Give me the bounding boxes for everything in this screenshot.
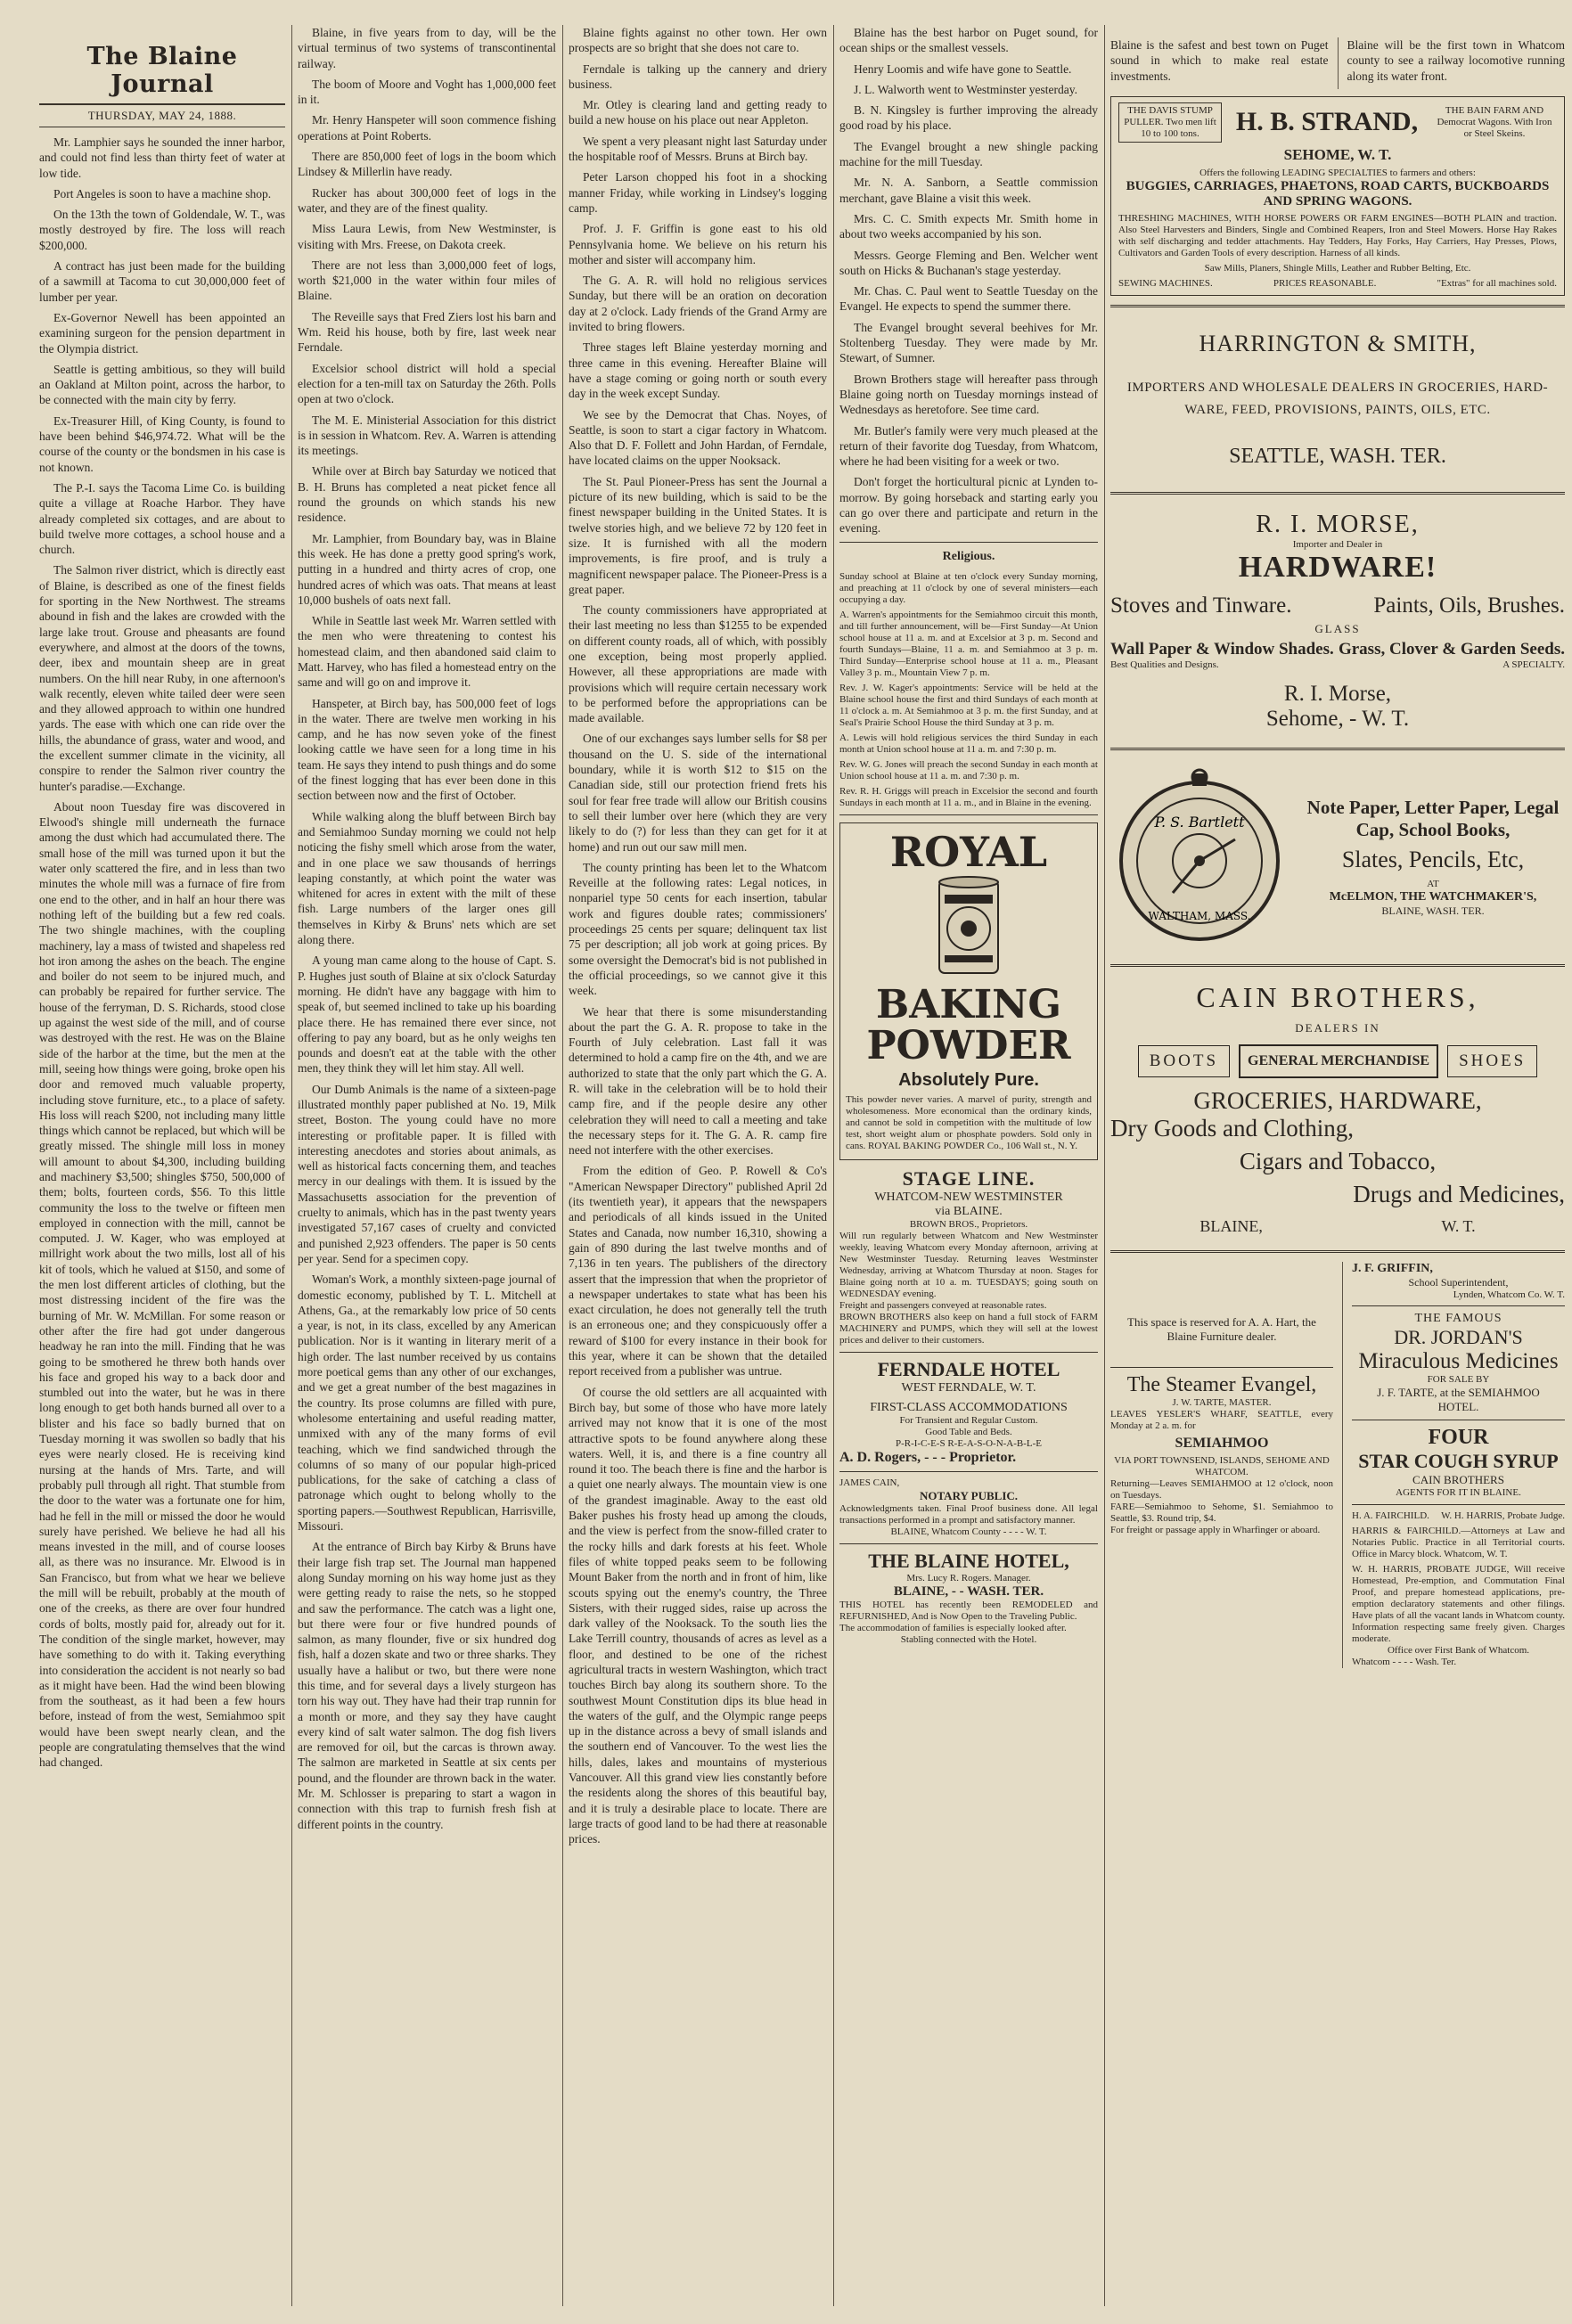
news-item: Our Dumb Animals is the name of a sixteen-page illustrated monthly paper published at No. 19, Milk street, Boston. The young could have no more interesting or profitable paper. It is filled with interesting anecdotes and stories about animals, as well as historical facts concerning them, and teaches mercy in our dealings with them. It is issued by the Massachusetts association for the prevention of cruelty to animals, which has in the past twenty years investigated 57,167 cases of cruelty and convicted and punished 2,923 offenders. The paper is 50 cents per year. Send for a specimen copy. <box>298 1082 556 1265</box>
column-4-articles <box>839 25 1098 536</box>
royal-body: This powder never varies. A marvel of purity, strength and wholesomeness. More economical than the ordinary kinds, and cannot be sold in competition with the multitude of low test, short weight alum or phosphate powders. Sold only in cans. ROYAL BAKING POWDER Co., 106 Wall st., N. Y. <box>846 1093 1092 1151</box>
column-1-articles <box>39 135 285 1771</box>
news-item: Mr. Lamphier, from Boundary bay, was in Blaine this week. He has done a pretty good spring's work, putting in a hundred and thirty acres of crop, one hundred acres of which was oats. That means at least 10,000 bushels of oats next fall. <box>298 531 556 607</box>
news-item: J. L. Walworth went to Westminster yesterday. <box>854 82 1078 96</box>
notary-body: Acknowledgments taken. Final Proof business done. All legal transactions performed in a prompt and satisfactory manner. <box>839 1502 1098 1526</box>
stage-route: WHATCOM-NEW WESTMINSTER <box>874 1190 1063 1204</box>
blaine-hotel-foot: Stabling connected with the Hotel. <box>900 1633 1037 1645</box>
morse-wall: Wall Paper & Window Shades. <box>1110 639 1334 659</box>
royal-line1: ROYAL <box>889 827 1048 876</box>
stage-title: STAGE LINE. <box>902 1166 1036 1190</box>
news-item: The Salmon river district, which is directly east of Blaine, is described as one of the finest fields for sporting in the New Northwest. The streams abound in fish and the lakes are crowded with the large lake trout. Grouse and pheasants are found everywhere, and almost at the doors of the towns, deer, ibex and mountain sheep are in great numbers. On the hill near Ruby, in one afternoon's walk recently, eleven white tailed deer were seen and they allowed approach to within one hundred yards. The ease with which one can ride over the hills, the abundance of grass, water and wood, and the excellent summer climate in the vicinity, all conspire to render the Salmon river country the hunter's paradise.—Exchange. <box>39 563 285 793</box>
news-item: Blaine fights against no other town. Her own prospects are so bright that she does not care to. <box>569 26 827 55</box>
strand-prices: PRICES REASONABLE. <box>1273 277 1377 289</box>
royal-line2: BAKING <box>876 981 1061 1027</box>
bottom-divider <box>1342 1262 1343 1668</box>
column-1 <box>39 25 285 2306</box>
fairchild-right: W. H. HARRIS, Probate Judge. <box>1441 1510 1565 1521</box>
dateline: THURSDAY, MAY 24, 1888. <box>39 103 285 127</box>
news-item: We hear that there is some misunderstanding about the part the G. A. R. propose to take in the Fourth of July celebration. Last fall it was determined to hold a camp fire on the 4th, and we are authorized to state that the only part which the G. A. R. will take in the celebration will be to hold their camp fire, and if the people desire any other celebration they will need to call a meeting and take the necessary steps for it. The G. A. R. camp fire need not interfere with the other exercises. <box>569 1004 827 1158</box>
news-item: The Reveille says that Fred Ziers lost his barn and Wm. Reid his house, both by fire, last week near Ferndale. <box>298 309 556 355</box>
cain-bros-line2: Dry Goods and Clothing, <box>1110 1114 1354 1142</box>
news-item: The St. Paul Pioneer-Press has sent the Journal a picture of its new building, which is said to be the finest newspaper building in the United States. It is twelve stories high, and we believe 72 by 120 feet in size. It is furnished with all the modern improvements, is fire proof, and is truly a magnificent newspaper palace. The Pioneer-Press is a great paper. <box>569 474 827 596</box>
news-item: From the edition of Geo. P. Rowell & Co's "American Newspaper Directory" published April 2d (its twentieth year), it appears that the newspapers and periodicals of all kinds issued in the United States and Canada, now number 16,310, showing a gain of 890 during the last twelve months and of 7,136 in ten years. The publishers of the directory assert that the impression that when the proprietor of a newspaper undertakes to state what has been his exact circulation, he does not generally tell the truth is an erroneous one; and they conspicuously offer a reward of $100 for every instance in their book for this year, where it can be shown that the detailed report received from a publisher was untrue. <box>569 1164 827 1379</box>
harrington-line2: WARE, FEED, PROVISIONS, PAINTS, OILS, ETC. <box>1184 402 1491 417</box>
cain-bros-place-left: BLAINE, <box>1199 1216 1263 1235</box>
strand-ad <box>1110 96 1565 296</box>
news-item: Port Angeles is soon to have a machine shop. <box>53 186 272 200</box>
harrington-smith-ad <box>1110 316 1565 483</box>
column-rule <box>291 25 292 2306</box>
watch-bottom: WALTHAM, MASS. <box>1148 909 1251 922</box>
griffin-title: School Superintendent, <box>1408 1275 1509 1289</box>
bottom-ads <box>1110 1262 1565 1668</box>
strand-line2: AND SPRING WAGONS. <box>1263 193 1412 209</box>
royal-line3: POWDER <box>866 1022 1071 1068</box>
bottom-right-ads <box>1352 1262 1565 1668</box>
news-item: Peter Larson chopped his foot in a shocking manner Friday, while working in Lindsey's logging camp. <box>569 170 827 215</box>
mcelmon-line2: Cap, School Books, <box>1355 818 1511 840</box>
morse-glass: GLASS <box>1314 621 1361 635</box>
news-item: Mr. Butler's family were very much pleased at the return of their favorite dog Tuesday, from Whatcom, where he had been visiting for a week or two. <box>839 423 1098 469</box>
strand-sewing: SEWING MACHINES. <box>1118 277 1213 289</box>
news-item: Seattle is getting ambitious, so they will build an Oakland at Milton point, across the harbor, to be connected with the main city by ferry. <box>39 362 285 407</box>
griffin-card <box>1352 1262 1565 1300</box>
fairchild-body2: W. H. HARRIS, PROBATE JUDGE, Will receive Homestead, Pre-emption, and Commutation Final Proof, and prepare homestead applications, pre-emption declaratory statements and other filings. Have plats of all the vacant lands in Whatcom county. Information respecting same freely given. Charges moderate. <box>1352 1563 1565 1644</box>
syrup-line3: CAIN BROTHERS <box>1412 1472 1504 1486</box>
news-item: Rev. J. W. Kager's appointments: Service will be held at the Blaine school house the first and third Sundays of each month at 11 o'clock a. m. At Semiahmoo at 3 p. m. the first Sunday, and at Seal's Prairie School House the third Sunday at 3 p. m. <box>839 682 1098 728</box>
steamer-leaves: LEAVES YESLER'S WHARF, SEATTLE, every Monday at 2 a. m. for <box>1110 1408 1333 1431</box>
morse-stoves: Stoves and Tinware. <box>1110 593 1292 618</box>
cough-syrup-ad <box>1352 1426 1565 1499</box>
news-item: While in Seattle last week Mr. Warren settled with the men who were threatening to contest his homestead claim, and then abandoned said claim to Matt. Harvey, who has filed a homestead entry on the same and will go on and improve it. <box>298 614 556 690</box>
stage-note: Freight and passengers conveyed at reasonable rates. <box>839 1299 1047 1311</box>
news-item: Ex-Governor Newell has been appointed an examining surgeon for the pension department in the Olympia district. <box>39 310 285 356</box>
column-5-ads <box>1110 25 1565 2306</box>
news-item: Hanspeter, at Birch bay, has 500,000 feet of logs in the water. There are twelve men working in his camp, and he has now seven yoke of the finest looking cattle we have seen for a long time in his team. He says they intend to push things and do some of the finest logging that has ever been done in this section between now and the first of October. <box>298 696 556 803</box>
blaine-hotel-place: BLAINE, - - WASH. TER. <box>893 1583 1044 1599</box>
news-item: B. N. Kingsley is further improving the already good road by his place. <box>839 103 1098 133</box>
jordan-ad <box>1352 1312 1565 1414</box>
blaine-hotel-body2: The accommodation of families is especially looked after. <box>839 1622 1067 1633</box>
news-item: Sunday school at Blaine at ten o'clock every Sunday morning, and preaching at 11 o'clock by one of several ministers—each occupying a day. <box>839 570 1098 605</box>
cain-bros-place-right: W. T. <box>1441 1216 1476 1235</box>
notice-divider <box>1338 37 1339 89</box>
cain-bros-shoes: SHOES <box>1447 1045 1537 1077</box>
cain-brothers-ad <box>1110 976 1565 1241</box>
watch-label: P. S. Bartlett <box>1154 813 1245 831</box>
masthead-title: The Blaine Journal <box>86 43 238 98</box>
royal-tagline: Absolutely Pure. <box>898 1069 1039 1090</box>
top-notice-left: Blaine is the safest and best town on Puget sound in which to make real estate investments. <box>1110 38 1329 83</box>
steamer-fare: FARE—Semiahmoo to Sehome, $1. Semiahmoo to Seattle, $3. Round trip, $4. <box>1110 1501 1333 1524</box>
news-item: Three stages left Blaine yesterday morning and three came in this evening. Hereafter Blaine will have a stage coming or going north or south every day in the week except Sunday. <box>569 340 827 401</box>
strand-saw: Saw Mills, Planers, Shingle Mills, Leather and Rubber Belting, Etc. <box>1204 262 1471 274</box>
harrington-place: SEATTLE, WASH. TER. <box>1229 444 1446 468</box>
strand-small-right: THE BAIN FARM AND Democrat Wagons. With Iron or Steel Skeins. <box>1437 104 1552 139</box>
mcelmon-at: AT <box>1427 878 1439 889</box>
strand-name: H. B. STRAND, <box>1235 107 1419 137</box>
news-item: The Evangel brought a new shingle packing machine for the mill Tuesday. <box>839 139 1098 169</box>
morse-paints: Paints, Oils, Brushes. <box>1373 593 1565 618</box>
morse-best: Best Qualities and Designs. <box>1110 659 1219 670</box>
syrup-line1: FOUR <box>1428 1425 1489 1449</box>
news-item: Messrs. George Fleming and Ben. Welcher went south on Hicks & Buchanan's stage yesterday. <box>839 248 1098 277</box>
fairchild-office: Office over First Bank of Whatcom. <box>1387 1644 1530 1656</box>
news-item: One of our exchanges says lumber sells for $8 per thousand on the U. S. side of the international boundary, while it is worth $12 to $15 on the Canadian side, still our protection friend frets his soul for fear free trade will allow our British cousins to sell their lumber over here (which they are very likely to do (?) for less than they can get for it at home) and run out our saw mill men. <box>569 732 827 854</box>
news-item: Mr. N. A. Sanborn, a Seattle commission merchant, gave Blaine a visit this week. <box>839 176 1098 205</box>
strand-line1: BUGGIES, CARRIAGES, PHAETONS, ROAD CARTS, BUCKBOARDS <box>1126 178 1550 193</box>
strand-offers: Offers the following LEADING SPECIALTIES to farmers and others: <box>1199 167 1476 178</box>
cain-bros-line3: Cigars and Tobacco, <box>1239 1147 1437 1174</box>
blaine-hotel-body: THIS HOTEL has recently been REMODELED and REFURNISHED, And is Now Open to the Traveling Public. <box>839 1599 1098 1622</box>
jordan-line3: Miraculous Medicines <box>1358 1348 1559 1373</box>
jordan-line1: THE FAMOUS <box>1414 1311 1502 1325</box>
news-item: The M. E. Ministerial Association for this district is in session in Whatcom. Rev. A. Warren is attending its meetings. <box>298 413 556 458</box>
news-item: Don't forget the horticultural picnic at Lynden to-morrow. By going horseback and starting early you can go over there and participate and return in the evening. <box>839 475 1098 536</box>
news-item: Woman's Work, a monthly sixteen-page journal of domestic economy, published by T. L. Mitchell at Athens, Ga., at the remarkably low price of 50 cents a year, is not, in its class, excelled by any American publication. Nor is it wanting in literary merit of a high order. The last number received by us contains more poetical gems than any other of our exchanges, and we get a great number of the best magazines in the country. Its prose columns are filled with pure, wholesome entertaining and useful reading matter, unmixed with any of the many forms of evil teaching, which we find sandwiched through the columns of so many of our popular high-priced publications, for the sake of catching a class of patronage which ought to belong wholly to the sporting papers.—Southwest Republican, Harrisville, Missouri. <box>298 1272 556 1534</box>
stage-via: via BLAINE. <box>935 1204 1003 1218</box>
news-item: Miss Laura Lewis, from New Westminster, is visiting with Mrs. Freese, on Dakota creek. <box>298 222 556 251</box>
blaine-hotel-ad <box>839 1550 1098 1646</box>
news-item: A. Warren's appointments for the Semiahmoo circuit this month, and till further announcement, will be—First Sunday—At Union school house at 11 a. m. and at Excelsior at 3 p. m. Second and fourth Sundays—Blaine, 11 a. m. and Semiahmoo at 3 p. m. Third Sunday—Enterprise school house at 11 a. m., Pleasant Valley 3 p. m., Mountain View 7 p. m. <box>839 609 1098 678</box>
jordan-line6: HOTEL. <box>1437 1399 1479 1413</box>
strand-place: SEHOME, W. T. <box>1283 145 1392 163</box>
steamer-title: The Steamer Evangel, <box>1126 1372 1317 1396</box>
news-item: Ferndale is talking up the cannery and driery business. <box>569 61 827 91</box>
religious-heading: Religious. <box>942 549 995 563</box>
notary-ad <box>839 1477 1098 1538</box>
news-item: Prof. J. F. Griffin is gone east to his old Pennsylvania home. We believe on his return his mother and sister will accompany him. <box>569 222 827 266</box>
harrington-name: HARRINGTON & SMITH, <box>1199 330 1477 356</box>
news-item: Rev. W. G. Jones will preach the second Sunday in each month at Union school house at 11 a. m. and 7:30 p. m. <box>839 758 1098 781</box>
top-notices <box>1110 37 1565 89</box>
news-item: At the entrance of Birch bay Kirby & Bruns have their large fish trap set. The Journal man happened along Sunday morning on his way home just as they were getting ready to raise the nets, so he stopped and saw the performance. The catch was a light one, but there were four or five hundred pounds of salmon, as many flounder, five or six hundred dog fish, half a dozen skate and two or three sharks. They usually have a halibut or two, but there were none this time, and for several days a lively sturgeon has torn his way out. They have had their trap runnin for a month or more, and they say they have caught every kind of salt water salmon. The dog fish livers are removed for oil, but the carcas is thrown away. The salmon are marketed in Seattle at six cents per pound, and the flounder are thrown back in the water. Mr. M. Schlosser is preparing to start a wagon in connection with this trap to furnish fresh fish at different points in the country. <box>298 1540 556 1831</box>
newspaper-page <box>39 25 1565 2306</box>
morse-specialty: A SPECIALTY. <box>1502 659 1565 670</box>
steamer-dest: SEMIAHMOO <box>1175 1435 1269 1451</box>
news-item: While walking along the bluff between Birch bay and Semiahmoo Sunday morning we could not help noticing the fishy smell which arose from the water, and in one place we saw thousands of herrings leaping constantly, at which point the water was whitened for acres in extent with the milt of these fish. Large numbers of the larger ones gill themselves in Kirby & Bruns' nets which are set along there. <box>298 809 556 947</box>
morse-ad <box>1110 503 1565 739</box>
news-item: A young man came along to the house of Capt. S. P. Hughes just south of Blaine at six o'clock Saturday morning. He didn't have any baggage with him to speak of, but seemed inclined to take up his boarding place there. He has remained there ever since, not offering to pay any board, but as he only weighs ten pounds and doesn't eat at the table with the other men, they think they will let him stay. All well. <box>298 953 556 1076</box>
jordan-line2: DR. JORDAN'S <box>1394 1325 1523 1348</box>
blaine-hotel-manager: Mrs. Lucy R. Rogers. Manager. <box>906 1572 1031 1583</box>
column-3 <box>569 25 827 2306</box>
griffin-place: Lynden, Whatcom Co. W. T. <box>1453 1289 1565 1300</box>
cain-bros-name: CAIN BROTHERS, <box>1196 980 1479 1013</box>
news-item: While over at Birch bay Saturday we noticed that B. H. Bruns has completed a neat picket fence all round the grounds on which stands his new residence. <box>298 464 556 525</box>
column-4 <box>839 25 1098 2306</box>
column-2-articles <box>298 25 556 1832</box>
ferndale-prices: P-R-I-C-E-S R-E-A-S-O-N-A-B-L-E <box>895 1437 1043 1449</box>
ferndale-place: WEST FERNDALE, W. T. <box>901 1380 1036 1395</box>
ferndale-line1: FIRST-CLASS ACCOMMODATIONS <box>870 1400 1068 1414</box>
notary-place: BLAINE, Whatcom County - - - - W. T. <box>890 1526 1047 1537</box>
fairchild-ad <box>1352 1510 1565 1668</box>
stage-owner: BROWN BROS., Proprietors. <box>909 1218 1028 1230</box>
stage-body: Will run regularly between Whatcom and New Westminster weekly, leaving Whatcom every Monday afternoon, arriving at New Westminster Tuesday. Returning leaves Westminster Wednesday, arriving at Whatcom Thursday at noon. Stages for Blaine going north at 10 a. m. TUESDAYS; going south on WEDNESDAY evening. <box>839 1230 1098 1299</box>
mcelmon-line1: Note Paper, Letter Paper, Legal <box>1306 796 1560 818</box>
news-item: Mr. Chas. C. Paul went to Seattle Tuesday on the Evangel. He expects to spend the summer there. <box>839 284 1098 314</box>
news-item: There are 850,000 feet of logs in the boom which Lindsey & Millerlin have ready. <box>298 150 556 179</box>
steamer-master: J. W. TARTE, MASTER. <box>1172 1396 1272 1408</box>
baking-powder-can-icon <box>920 873 1018 980</box>
news-item: A. Lewis will hold religious services the third Sunday in each month at Union school house at 11 a. m. and 7:30 p. m. <box>839 732 1098 755</box>
column-2 <box>298 25 556 2306</box>
strand-small-left: THE DAVIS STUMP PULLER. Two men lift 10 to 100 tons. <box>1118 102 1222 143</box>
news-item: Blaine, in five years from to day, will be the virtual terminus of two systems of transcontinental railway. <box>298 26 556 70</box>
griffin-name: J. F. GRIFFIN, <box>1352 1261 1433 1275</box>
harrington-line1: IMPORTERS AND WHOLESALE DEALERS IN GROCERIES, HARD- <box>1126 380 1549 395</box>
mcelmon-line3: Slates, Pencils, Etc, <box>1341 846 1525 872</box>
news-item: We spent a very pleasant night last Saturday under the hospitable roof of Messrs. Bruns at Birch bay. <box>569 134 827 164</box>
cain-bros-line4: Drugs and Medicines, <box>1353 1180 1565 1207</box>
news-item: Blaine has the best harbor on Puget sound, for ocean ships or the smallest vessels. <box>839 26 1098 55</box>
column-3-articles <box>569 25 827 1847</box>
jordan-line4: FOR SALE BY <box>1427 1373 1490 1385</box>
steamer-evangel-ad <box>1110 1373 1333 1536</box>
news-item: There are not less than 3,000,000 feet of logs, worth $21,000 in the water within four miles of Blaine. <box>298 258 556 303</box>
morse-sub: Importer and Dealer in <box>1292 538 1383 550</box>
top-notice-right: Blaine will be the first town in Whatcom county to see a railway locomotive running along its water front. <box>1347 38 1565 83</box>
news-item: Mr. Henry Hanspeter will soon commence fishing operations at Point Roberts. <box>298 113 556 143</box>
jordan-line5: J. F. TARTE, at the SEMIAHMOO <box>1377 1385 1540 1399</box>
cain-bros-line1: GROCERIES, HARDWARE, <box>1193 1086 1482 1114</box>
news-item: The boom of Moore and Voght has 1,000,000 feet in it. <box>298 77 556 107</box>
news-item: Mrs. C. C. Smith expects Mr. Smith home in about two weeks accompanied by his son. <box>839 211 1098 241</box>
notary-title: NOTARY PUBLIC. <box>919 1488 1019 1502</box>
news-item: Henry Loomis and wife have gone to Seattle. <box>854 61 1072 76</box>
column-rule <box>562 25 563 2306</box>
morse-name: R. I. MORSE, <box>1256 510 1420 538</box>
steamer-return: Returning—Leaves SEMIAHMOO at 12 o'clock, noon on Tuesdays. <box>1110 1477 1333 1501</box>
news-item: On the 13th the town of Goldendale, W. T., was mostly destroyed by fire. The loss will reach $200,000. <box>39 208 285 252</box>
religious-notices <box>839 571 1098 809</box>
news-item: About noon Tuesday fire was discovered in Elwood's shingle mill underneath the furnace among the dust which had accumulated there. The small hose of the mill was turned upon it but the water only scattered the fire, and in less than two minutes the whole mill was a furnace of fire from one end to the other, and in half an hour there was nothing left of the building but a few red coals. The two shingle machines, with the coupling machinery, lay a mass of twisted and shapeless red hot iron among the ashes on the beach. The engine and boiler do not seem to be injured much, and can probably be repaired for further service. The house of the ferryman, D. S. Richards, stood close up against the west side of the mill, and of course was destroyed with the rest. He was on the Blaine side of the harbor at the time, but the men at the mill, seeing how things were going, broke open his door and removed much valuable property, including stove furniture, etc., to a place of safety. His loss will reach $200, not including many little things which cannot be replaced, but which will be greatly missed. The shingle mill loss in money will amount to about $4,300, including building and machinery $3,500; shingles $750, 500,000 of them; bolts, fourteen cords, $56. To this little community the loss to the twelve or fifteen men employed in connection with the mill, cannot be computed. J. W. Kager, who was employed at millright work about the two mills, lost all of his kit of tools, which he valued at $150, and some of the men lost different articles of clothing, but the most distressing incident of the fire was the burning of Mr. W. McMillan. For some reason or other after the fire had got under dangerous headway he ran into the mill. Finding that he was going to be smothered he threw both hands over his face and groped his way to a back door and stumbled out into the water, but he was in there long enough to get both hands burned all over to a blister and his face so badly burned that on Tuesday morning it was swollen so badly that his eyes were nearly closed. He is receiving kind nursing at the hands of Mrs. Tarte, and will probably pull through all right. That stumble from the door to the water was a fortunate one for him, had he fell in the mill or missed the door he would surely have perished. We believe he had all his means invested in the mill, and of course looses all, as there was no insurance. Mr. Elwood is in San Francisco, but from what we hear we believe the mill will be rebuilt, probably at the mouth of one of the creeks, as there are over four hundred cords of bolts, mostly paid for, already out for it. The condition of the single market, however, may have something to do with it. Taking everything into consideration the accident is not nearly so bad as it might have been. Had the wind been blowing from the southeast, as it had been a few hours before, instead of from the west, Semiahmoo spit would have been swept nearly clean, and the people are congratulating themselves that the wind had changed. <box>39 799 285 1770</box>
strand-body: THRESHING MACHINES, WITH HORSE POWERS OR FARM ENGINES—BOTH PLAIN and traction. Also Steel Harvesters and Binders, Single and Combined Reapers, Iron and Steel Mowers. Horse Hay Rakes with self discharging and tedder attachments. Hay Tedders, Hay Forks, Hay Carriers, Hay Presses, Plows, Cultivators and Garden Tools of every description. Harness of all kinds. <box>1118 212 1557 258</box>
ferndale-line2: For Transient and Regular Custom. <box>899 1414 1038 1426</box>
mcelmon-place: BLAINE, WASH. TER. <box>1381 904 1485 917</box>
notary-name: JAMES CAIN, <box>839 1477 900 1488</box>
steamer-freight: For freight or passage apply in Wharfinger or aboard. <box>1110 1524 1321 1535</box>
strand-extras: "Extras" for all machines sold. <box>1437 277 1557 289</box>
news-item: Rucker has about 300,000 feet of logs in the water, and they are of the finest quality. <box>298 185 556 215</box>
column-rule <box>1104 25 1105 2306</box>
ferndale-line3: Good Table and Beds. <box>925 1426 1012 1437</box>
ferndale-hotel-ad <box>839 1358 1098 1466</box>
column-rule <box>833 25 834 2306</box>
news-item: We see by the Democrat that Chas. Noyes, of Seattle, is soon to start a cigar factory in Whatcom. Also that D. F. Follett and John Hardan, of Ferndale, have located claims on the upper Nooksack. <box>569 407 827 468</box>
cain-bros-boots: BOOTS <box>1138 1045 1230 1077</box>
news-item: Rev. R. H. Griggs will preach in Excelsior the second and fourth Sundays in each month at 11 a. m., and in Blaine in the evening. <box>839 785 1098 808</box>
mcelmon-ad <box>1110 759 1565 955</box>
stage-note2: BROWN BROTHERS also keep on hand a full stock of FARM MACHINERY and PUMPS, which they will sell at the lowest prices and deliver to their customers. <box>839 1311 1098 1346</box>
news-item: The P.-I. says the Tacoma Lime Co. is building quite a village at Roache Harbor. They have already completed six cottages, and are about to build twelve more cottages, a school house and a church. <box>39 480 285 557</box>
pocket-watch-icon <box>1110 768 1289 946</box>
syrup-line2: STAR COUGH SYRUP <box>1358 1449 1559 1472</box>
bottom-left-ads <box>1110 1262 1333 1668</box>
syrup-line4: AGENTS FOR IT IN BLAINE. <box>1396 1486 1521 1498</box>
ferndale-owner: A. D. Rogers, - - - Proprietor. <box>839 1449 1017 1465</box>
blaine-hotel-title: THE BLAINE HOTEL, <box>868 1549 1069 1572</box>
news-item: A contract has just been made for the building of a sawmill at Tacoma to cut 30,000,000 feet of lumber per year. <box>39 259 285 304</box>
ferndale-title: FERNDALE HOTEL <box>877 1357 1060 1380</box>
fairchild-place: Whatcom - - - - Wash. Ter. <box>1352 1656 1457 1667</box>
morse-grass: Grass, Clover & Garden Seeds. <box>1338 639 1565 659</box>
fairchild-left: H. A. FAIRCHILD. <box>1352 1510 1429 1521</box>
news-item: Excelsior school district will hold a special election for a ten-mill tax on Saturday the 26th. Polls open at two o'clock. <box>298 361 556 406</box>
morse-title: HARDWARE! <box>1238 550 1437 584</box>
mcelmon-shop: McELMON, THE WATCHMAKER'S, <box>1329 889 1537 904</box>
cain-bros-dealers: DEALERS IN <box>1295 1020 1380 1035</box>
cain-bros-general: GENERAL MERCHANDISE <box>1239 1044 1438 1078</box>
news-item: Of course the old settlers are all acquainted with Birch bay, but some of those who have more lately arrived may not know that it is one of the most attractive spots to be found anywhere along these waters. Well, it is, and there is a fine country all round it too. The beach there is fine and the harbor is a quiet one nearly always. The mountain view is one of the grandest imaginable. Away to the east old Baker pushes his frosty head up among the clouds, and the view is perfect from the snow-filled crater to the rocky hills and dark forests at his feet. Whole files of white topped peaks seem to be following Mount Baker from the north and in front of him, like scouts spying out the enemy's country, the Three Sisters, with their rugged sides, raise up across the dark valley of the Nooksack. To the south lies the Lake Terrill country, thousands of acres as level as a floor, and destined to be one of the richest agricultural tracts in western Washington, which tract touches Birch bay along its southern shore. To the southwest Mount Constitution dips its blue head in the waters of the gulf, and the Olympic range peeps up in the distance across a bevy of small islands and the southern end of Vancouver. To the west lies the hills, dales, lakes and mountains of mysterious Vancouver. All this grand view lies constantly before the residents along the shores of this beautiful bay, and it is truly a desirable place to locate. There are large tracts of good land to be had there at reasonable prices. <box>569 1385 827 1846</box>
steamer-via: VIA PORT TOWNSEND, ISLANDS, SEHOME AND WHATCOM. <box>1114 1454 1330 1477</box>
news-item: Brown Brothers stage will hereafter pass through Blaine going north on Tuesday mornings instead of Wednesdays as heretofore. See time card. <box>839 372 1098 417</box>
fairchild-body: HARRIS & FAIRCHILD.—Attorneys at Law and Notaries Public. Practice in all Territorial courts. Office in Marcy block. Whatcom, W. T. <box>1352 1525 1565 1559</box>
news-item: The county printing has been let to the Whatcom Reveille at the following rates: Legal notices, in nonpariel type 50 cents for each insertion, tabular work and figures double rates; commissioners' proceedings 25 cents per square; delinquent tax list 75 per description; all job work at going prices. By some oversight the Democrat's bid is not published in the official proceedings, so we cannot give it this week. <box>569 860 827 998</box>
news-item: Ex-Treasurer Hill, of King County, is found to have been behind $46,974.72. What will be the course of the county or the bondsmen in his case is not known. <box>39 413 285 474</box>
news-item: The Evangel brought several beehives for Mr. Stoltenberg Tuesday. They were made by Mr. Stewart, of Sumner. <box>839 320 1098 365</box>
stage-line-ad <box>839 1167 1098 1346</box>
news-item: Mr. Lamphier says he sounded the inner harbor, and could not find less than thirty feet of water at low tide. <box>39 135 285 180</box>
morse-place: Sehome, - W. T. <box>1265 706 1410 731</box>
news-item: The G. A. R. will hold no religious services Sunday, but there will be an oration on decoration day at 2 o'clock. Lady friends of the Grand Army are invited to bring flowers. <box>569 274 827 334</box>
royal-baking-powder-ad <box>839 822 1098 1160</box>
news-item: The county commissioners have appropriated at their last meeting no less than $1255 to be expended on different county roads, all of which, with possibly one exception, being most properly applied. However, all these appropriations are made with provisions which will require certain necessary work to be performed before the appropriations can be made available. <box>569 603 827 725</box>
reserved-space: This space is reserved for A. A. Hart, the Blaine Furniture dealer. <box>1127 1314 1316 1343</box>
morse-signature: R. I. Morse, <box>1283 681 1392 706</box>
news-item: Mr. Otley is clearing land and getting ready to build a new house on his place out near Appleton. <box>569 98 827 127</box>
